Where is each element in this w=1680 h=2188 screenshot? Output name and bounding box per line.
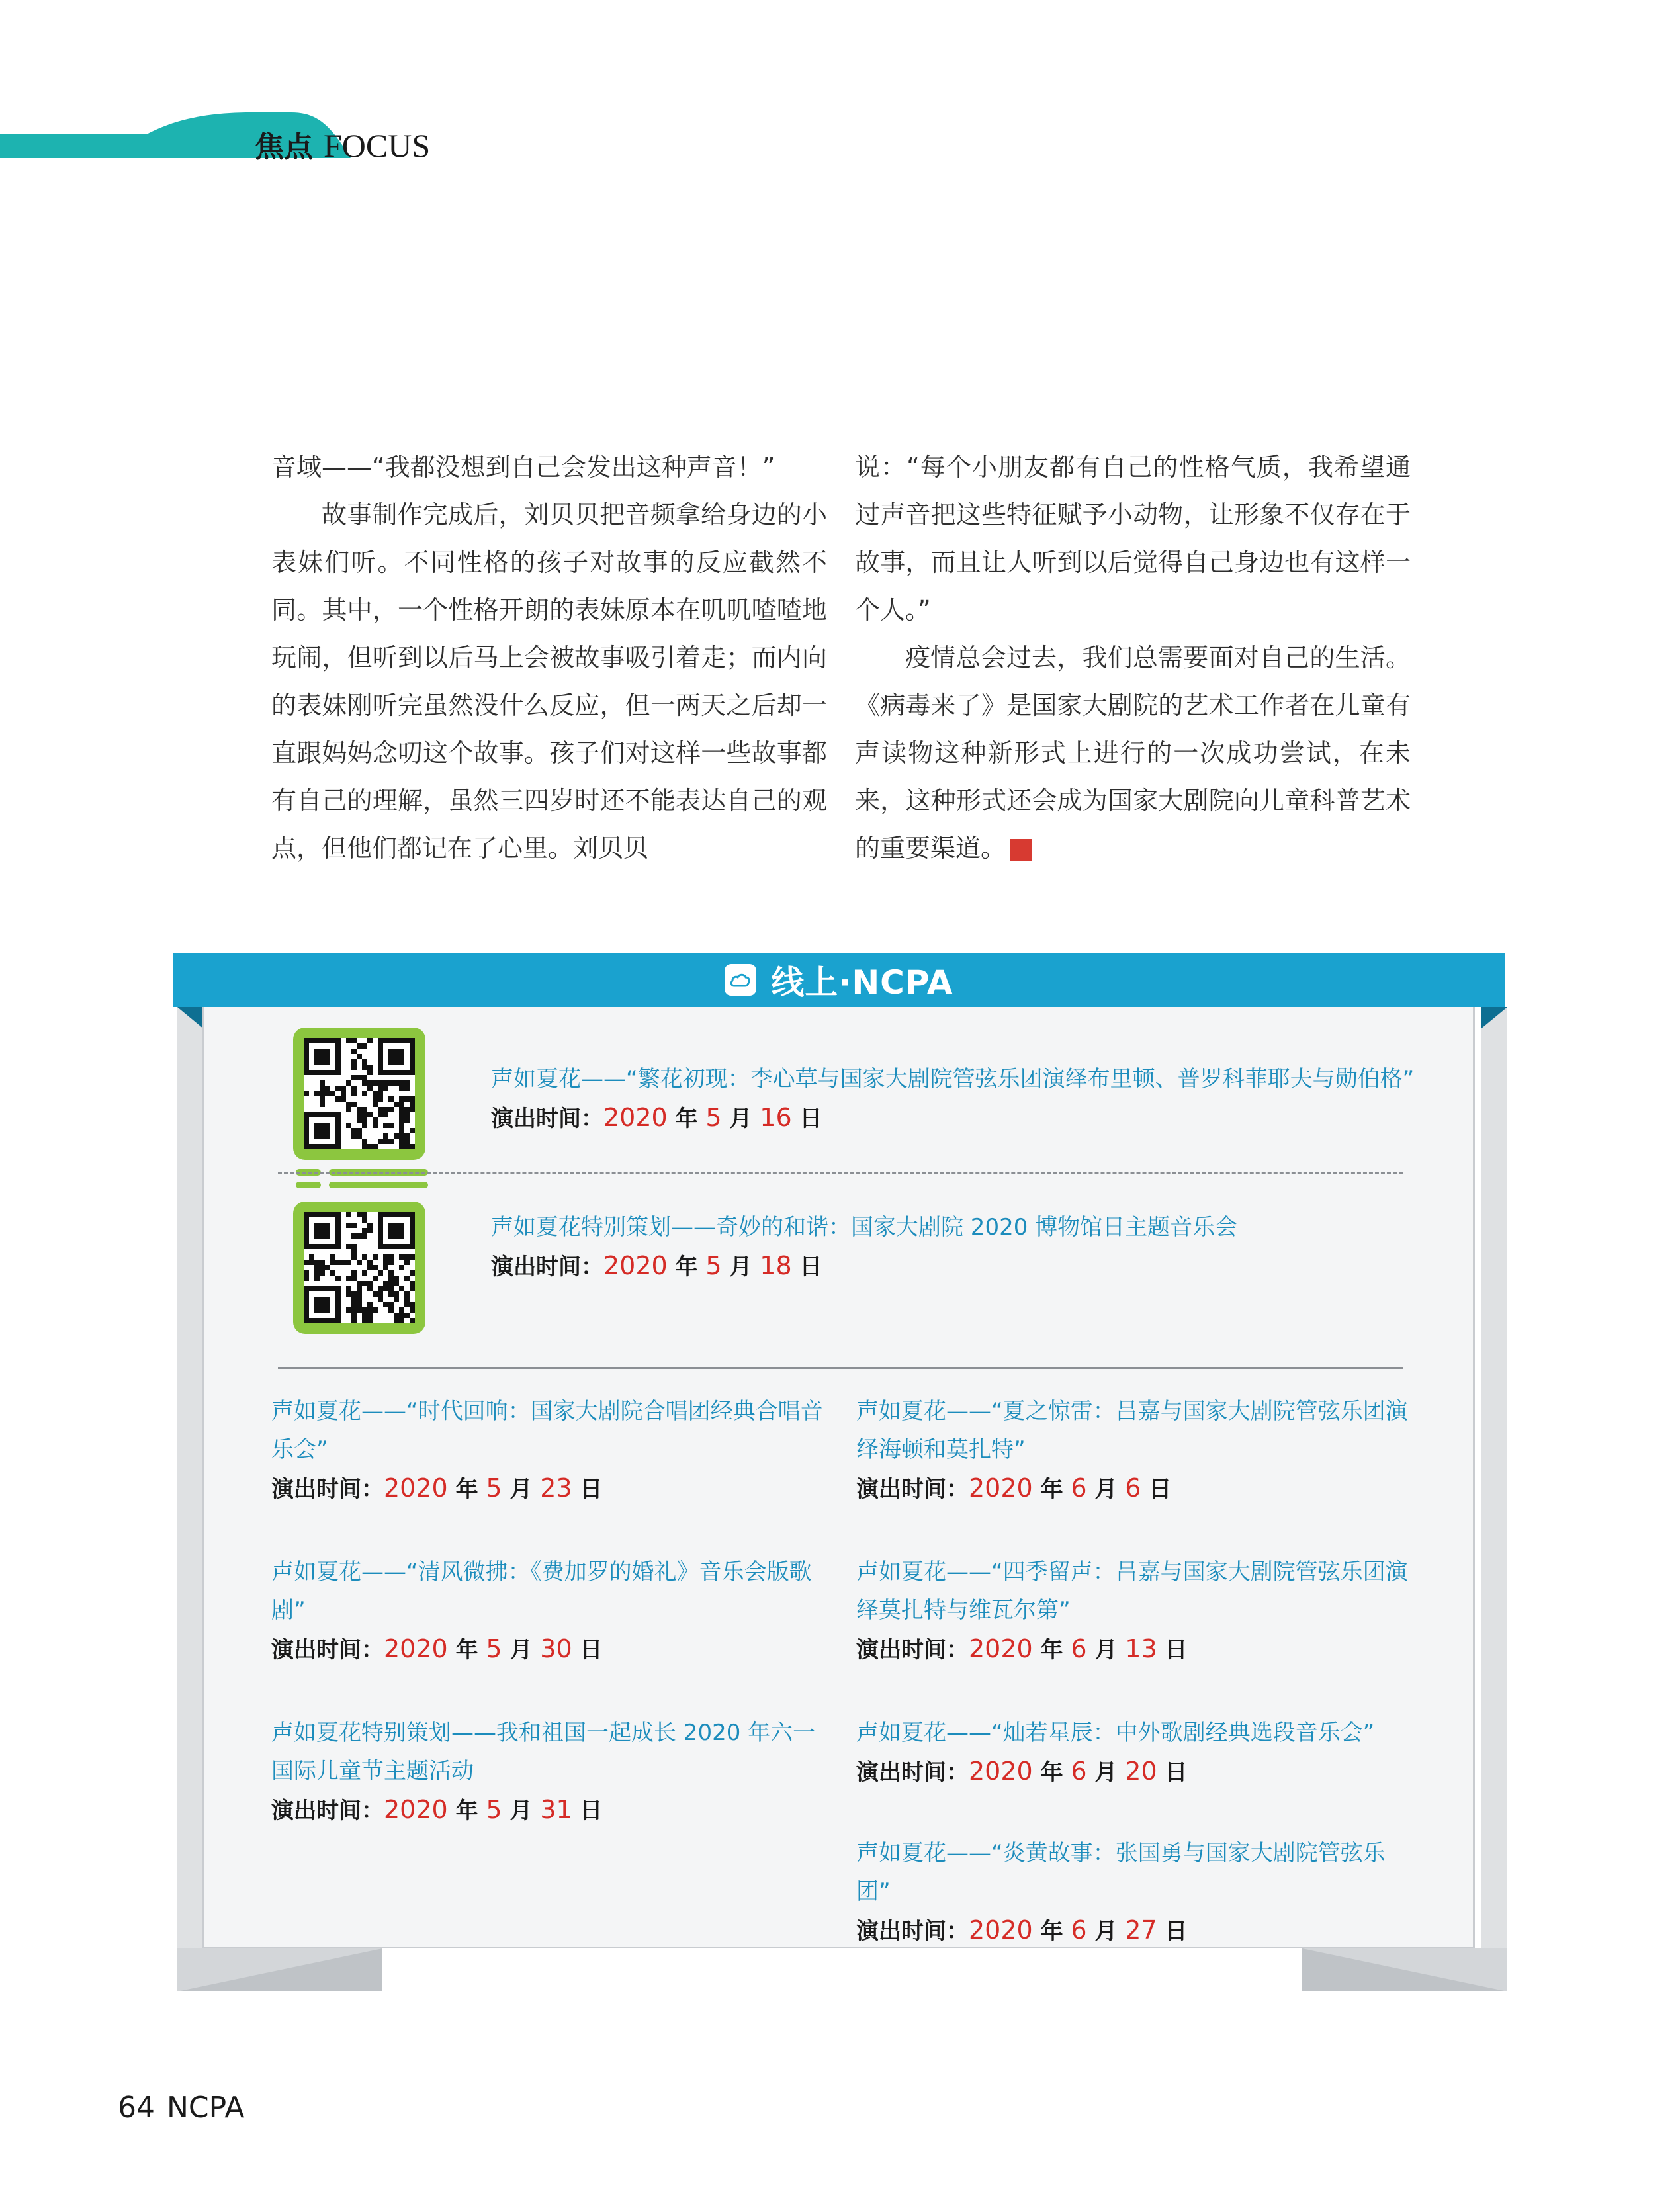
event-time: 演出时间：2020 年 6 月 27 日 [856, 1915, 1188, 1945]
event-title: 声如夏花——“繁花初现：李心草与国家大剧院管弦乐团演绎布里顿、普罗科菲耶夫与勋伯格” [491, 1066, 1415, 1092]
event-item [856, 1834, 1412, 1950]
qr-code-icon [304, 1038, 415, 1149]
event-title: 声如夏花——“清风微拂：《费加罗的婚礼》音乐会版歌剧” [271, 1559, 812, 1624]
dashed-divider [278, 1172, 1403, 1174]
ncpa-end-mark-icon: NCPA [1010, 839, 1032, 861]
featured-event-1 [491, 1060, 1414, 1138]
event-item [271, 1392, 827, 1509]
section-label [255, 123, 430, 163]
event-item [856, 1392, 1412, 1509]
article-column-right [855, 443, 1411, 872]
section-title-cn: 焦点 [255, 130, 313, 164]
event-title: 声如夏花特别策划——我和祖国一起成长 2020 年六一国际儿童节主题活动 [271, 1720, 816, 1784]
qr-code-icon [304, 1212, 415, 1323]
event-time: 演出时间：2020 年 5 月 16 日 [491, 1103, 822, 1132]
event-title: 声如夏花——“四季留声：吕嘉与国家大剧院管弦乐团演绎莫扎特与维瓦尔第” [856, 1559, 1408, 1624]
event-item [271, 1553, 827, 1669]
article-column-left [271, 443, 827, 872]
event-title: 声如夏花特别策划——奇妙的和谐：国家大剧院 2020 博物馆日主题音乐会 [491, 1214, 1238, 1241]
page-number: 64 [118, 2091, 155, 2124]
event-time: 演出时间：2020 年 6 月 13 日 [856, 1634, 1188, 1663]
article-paragraph: 说：“每个小朋友都有自己的性格气质，我希望通过声音把这些特征赋予小动物，让形象不仅存在于故事，而且让人听到以后觉得自己身边也有这样一个人。” [855, 453, 1411, 625]
article-paragraph: 故事制作完成后，刘贝贝把音频拿给身边的小表妹们听。不同性格的孩子对故事的反应截然不同。其中，一个性格开朗的表妹原本在叽叽喳喳地玩闹，但听到以后马上会被故事吸引着走；而内向的表妹刚听完虽然没什么反应，但一两天之后却一直跟妈妈念叨这个故事。孩子们对这样一些故事都有自己的理解，虽然三四岁时还不能表达自己的观点，但他们都记在了心里。刘贝贝 [271, 500, 827, 863]
qr-code-1[interactable] [293, 1028, 425, 1160]
event-title: 声如夏花——“夏之惊雷：吕嘉与国家大剧院管弦乐团演绎海顿和莫扎特” [856, 1398, 1408, 1463]
event-time: 演出时间：2020 年 5 月 18 日 [491, 1251, 822, 1280]
qr-code-2[interactable] [293, 1202, 425, 1334]
article-paragraph [855, 634, 1411, 872]
article-paragraph-text: 疫情总会过去，我们总需要面对自己的生活。《病毒来了》是国家大剧院的艺术工作者在儿童有声读物这种新形式上进行的一次成功尝试，在未来，这种形式还会成为国家大剧院向儿童科普艺术的重要渠道。 [855, 643, 1411, 863]
magazine-name: NCPA [167, 2091, 245, 2124]
event-item [271, 1714, 827, 1830]
featured-event-2 [491, 1208, 1237, 1286]
cloud-icon [725, 964, 756, 996]
event-time: 演出时间：2020 年 6 月 6 日 [856, 1473, 1172, 1503]
event-time: 演出时间：2020 年 5 月 23 日 [271, 1473, 603, 1503]
event-item [856, 1553, 1412, 1669]
section-title-en: FOCUS [324, 127, 431, 164]
event-time: 演出时间：2020 年 5 月 30 日 [271, 1634, 603, 1663]
article-paragraph: 音域——“我都没想到自己会发出这种声音！” [271, 453, 775, 482]
event-title: 声如夏花——“时代回响：国家大剧院合唱团经典合唱音乐会” [271, 1398, 823, 1463]
event-item [856, 1714, 1412, 1792]
event-time: 演出时间：2020 年 6 月 20 日 [856, 1757, 1188, 1786]
online-ncpa-title: 线上·NCPA [771, 963, 953, 1002]
online-ncpa-banner [173, 953, 1505, 1007]
event-title: 声如夏花——“炎黄故事：张国勇与国家大剧院管弦乐团” [856, 1840, 1386, 1905]
event-title: 声如夏花——“灿若星辰：中外歌剧经典选段音乐会” [856, 1720, 1375, 1746]
event-time: 演出时间：2020 年 5 月 31 日 [271, 1795, 603, 1824]
page-footer [118, 2091, 244, 2124]
solid-divider [278, 1367, 1403, 1369]
header-band [0, 0, 1680, 172]
